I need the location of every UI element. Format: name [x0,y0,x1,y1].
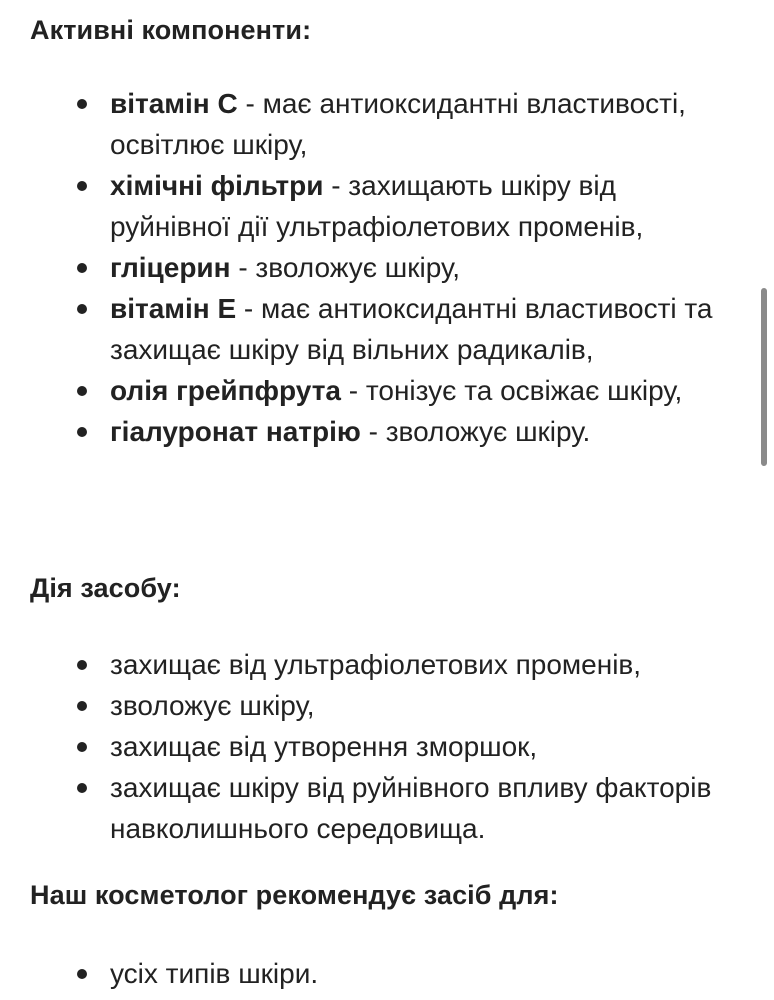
bullet-icon [77,969,87,979]
list-item [0,726,740,767]
ingredient-name: гліцерин [110,252,231,283]
list-item [0,288,740,370]
list-item [0,685,740,726]
ingredient-description: - зволожує шкіру, [230,252,460,283]
list-item [0,644,740,685]
ingredient-description: - захищають шкіру від руйнівної дії ультрафіолетових променів, [110,170,644,242]
list-item-text: зволожує шкіру, [110,690,315,721]
bullet-icon [77,304,87,314]
list-item [0,83,740,165]
bullet-icon [77,181,87,191]
section-heading-product-action: Дія засобу: [30,573,181,603]
bullet-icon [77,701,87,711]
list-item [0,411,740,452]
bullet-icon [77,783,87,793]
list-item-text: захищає від утворення зморшок, [110,731,538,762]
bullet-icon [77,742,87,752]
list-item [0,247,740,288]
ingredient-name: вітамін C [110,88,238,119]
list-item-text: захищає шкіру від руйнівного впливу факторів навколишнього середовища. [110,772,712,844]
list-item [0,165,740,247]
bullet-icon [77,263,87,273]
bullet-icon [77,99,87,109]
ingredient-name: вітамін E [110,293,237,324]
list-item-text: усіх типів шкіри. [110,958,319,989]
list-item [0,767,740,849]
bullet-icon [77,660,87,670]
list-item-text: захищає від ультрафіолетових променів, [110,649,642,680]
recommendation-list [0,953,740,994]
section-heading-active-components: Активні компоненти: [30,15,312,45]
product-action-list [0,644,740,849]
ingredient-description: - тонізує та освіжає шкіру, [341,375,683,406]
section-heading-recommendation: Наш косметолог рекомендує засіб для: [30,880,559,910]
ingredient-name: олія грейпфрута [110,375,341,406]
bullet-icon [77,386,87,396]
list-item [0,953,740,994]
ingredient-description: - має антиоксидантні властивості та захищає шкіру від вільних радикалів, [110,293,713,365]
ingredient-name: хімічні фільтри [110,170,324,201]
list-item [0,370,740,411]
ingredient-description: - зволожує шкіру. [360,416,591,447]
scrollbar-thumb[interactable] [761,288,767,466]
ingredient-description: - має антиоксидантні властивості, освітлює шкіру, [110,88,686,160]
ingredient-name: гіалуронат натрію [110,416,361,447]
bullet-icon [77,427,87,437]
active-components-list [0,83,740,452]
